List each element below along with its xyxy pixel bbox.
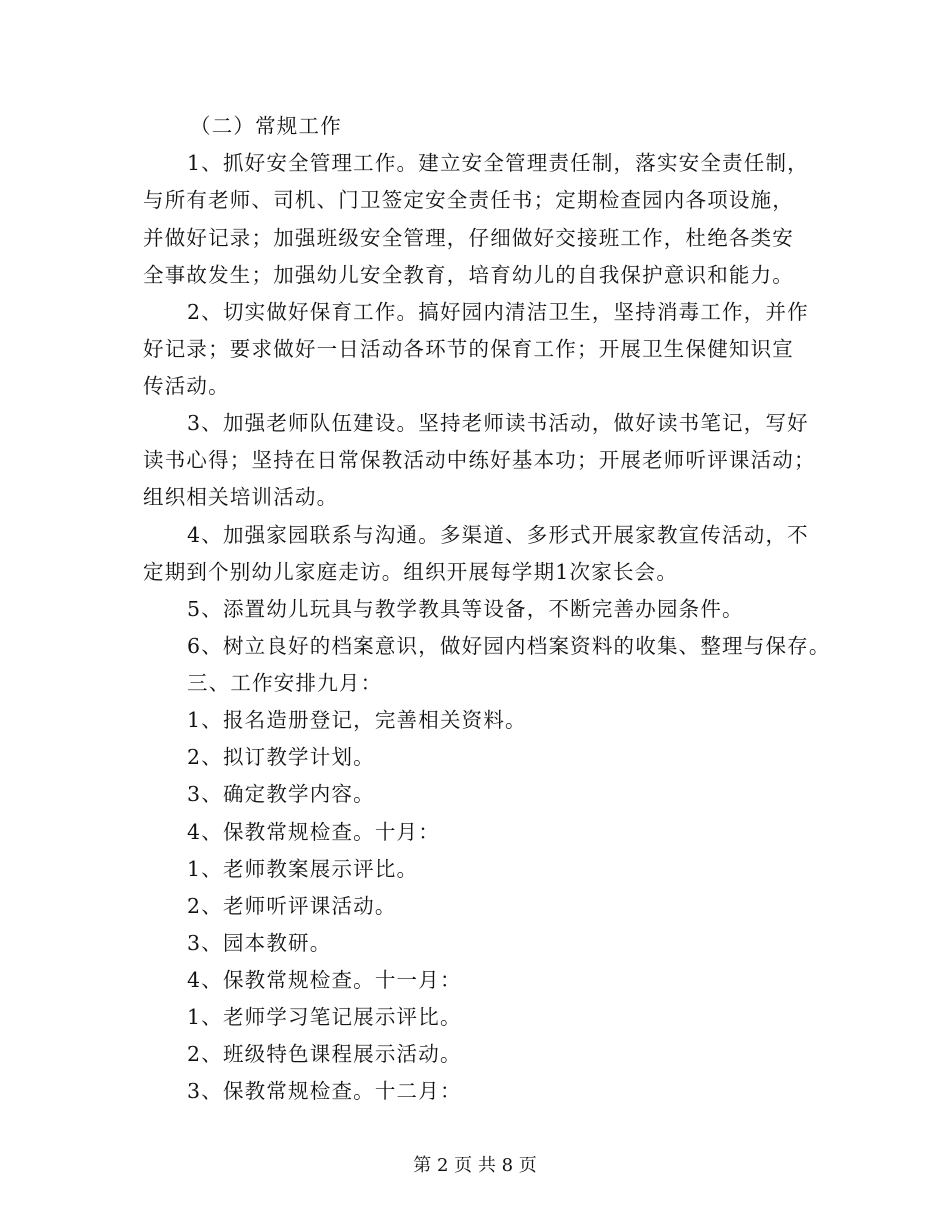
list-item: 2、拟订教学计划。 bbox=[187, 745, 375, 769]
paragraph-line: 并做好记录；加强班级安全管理，仔细做好交接班工作，杜绝各类安 bbox=[143, 226, 794, 250]
list-item: 3、确定教学内容。 bbox=[187, 782, 375, 806]
list-item: 2、老师听评课活动。 bbox=[187, 894, 397, 918]
paragraph-line: 定期到个别幼儿家庭走访。组织开展每学期1次家长会。 bbox=[143, 560, 679, 584]
list-item: 4、保教常规检查。十月： bbox=[187, 820, 440, 844]
list-item: 1、报名造册登记，完善相关资料。 bbox=[187, 708, 527, 732]
page-number-footer: 第 2 页 共 8 页 bbox=[413, 1155, 537, 1176]
list-item: 3、保教常规检查。十二月： bbox=[187, 1079, 462, 1103]
paragraph-line: 读书心得；坚持在日常保教活动中练好基本功；开展老师听评课活动； bbox=[143, 448, 816, 472]
paragraph-line: 6、树立良好的档案意识，做好园内档案资料的收集、整理与保存。 bbox=[187, 634, 831, 658]
paragraph-line: 3、加强老师队伍建设。坚持老师读书活动，做好读书笔记，写好 bbox=[187, 411, 809, 435]
list-item: 1、老师学习笔记展示评比。 bbox=[187, 1005, 462, 1029]
list-item: 4、保教常规检查。十一月： bbox=[187, 968, 462, 992]
list-item: 3、园本教研。 bbox=[187, 931, 332, 955]
section-heading: 三、工作安排九月： bbox=[187, 671, 383, 695]
paragraph-line: 传活动。 bbox=[143, 374, 230, 398]
paragraph-line: 与所有老师、司机、门卫签定安全责任书；定期检查园内各项设施， bbox=[143, 188, 794, 212]
paragraph-line: 1、抓好安全管理工作。建立安全管理责任制，落实安全责任制， bbox=[187, 151, 809, 175]
paragraph-line: 好记录；要求做好一日活动各环节的保育工作；开展卫生保健知识宣 bbox=[143, 337, 794, 361]
paragraph-line: 全事故发生；加强幼儿安全教育，培育幼儿的自我保护意识和能力。 bbox=[143, 263, 794, 287]
paragraph-line: 2、切实做好保育工作。搞好园内清洁卫生，坚持消毒工作，并作 bbox=[187, 300, 809, 324]
list-item: 1、老师教案展示评比。 bbox=[187, 857, 419, 881]
paragraph-line: 5、添置幼儿玩具与教学教具等设备，不断完善办园条件。 bbox=[187, 597, 744, 621]
paragraph-line: 4、加强家园联系与沟通。多渠道、多形式开展家教宣传活动，不 bbox=[187, 523, 809, 547]
section-heading: （二）常规工作 bbox=[190, 114, 342, 138]
paragraph-line: 组织相关培训活动。 bbox=[143, 485, 339, 509]
list-item: 2、班级特色课程展示活动。 bbox=[187, 1042, 462, 1066]
